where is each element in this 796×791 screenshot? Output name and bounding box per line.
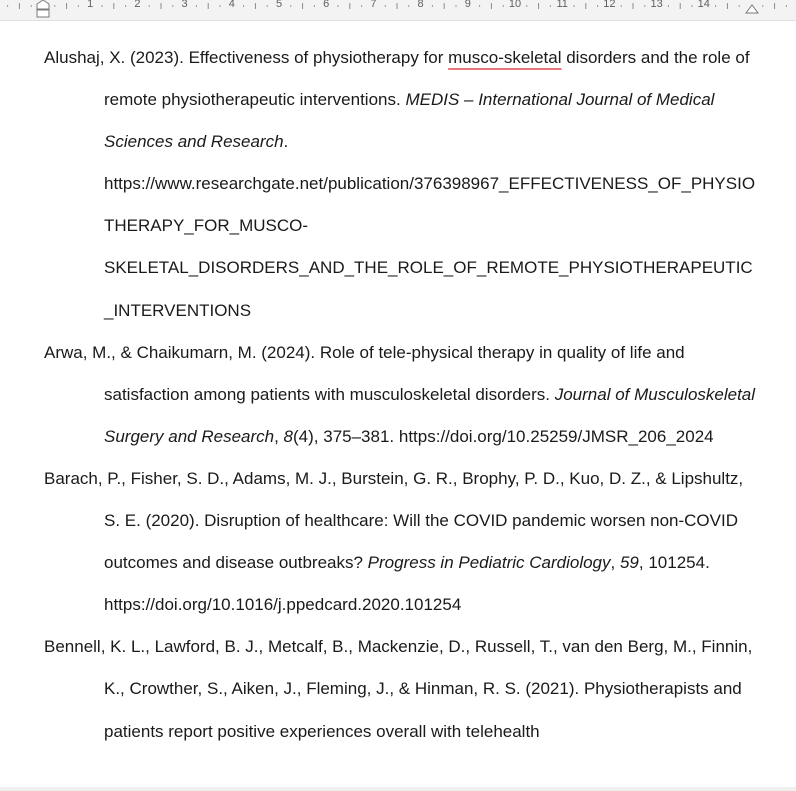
reference-text: Arwa, M., & Chaikumarn, M. (2024). Role of tele-physical therapy in quality of life and satisfaction among patients with musculoskeletal disorders.: [44, 342, 685, 404]
reference-text: (4), 375–381.: [293, 426, 399, 446]
reference-doi[interactable]: https://doi.org/10.1016/j.ppedcard.2020.101254: [104, 595, 462, 615]
ruler-number: 14: [697, 0, 710, 10]
reference-entry[interactable]: [44, 332, 756, 458]
ruler-number: 6: [323, 0, 330, 10]
document-page[interactable]: [0, 21, 796, 787]
journal-title: Progress in Pediatric Cardiology: [367, 553, 611, 573]
reference-text: , 101254.: [638, 553, 710, 573]
reference-entry[interactable]: [44, 37, 756, 332]
ruler-number: 4: [228, 0, 235, 10]
ruler-number: 11: [556, 0, 568, 10]
indent-marker-icon[interactable]: [37, 0, 49, 17]
ruler-number: 13: [650, 0, 663, 10]
volume-number: 8: [283, 426, 294, 446]
reference-text: ,: [274, 426, 284, 446]
ruler-number: 2: [134, 0, 141, 10]
ruler-number: 3: [181, 0, 188, 10]
ruler-number: 1: [87, 0, 94, 10]
ruler-number: 10: [508, 0, 522, 10]
reference-doi[interactable]: https://doi.org/10.25259/JMSR_206_2024: [398, 426, 714, 446]
page-bottom-edge: [0, 787, 796, 791]
reference-url[interactable]: https://www.researchgate.net/publication/376398967_EFFECTIVENESS_OF_PHYSIOTHERAPY_FOR_MUSCO-SKELETAL_DISORDERS_AND_THE_ROLE_OF_REMOTE_PHYSIOTHERAPEUTIC_INTERVENTIONS: [104, 174, 756, 320]
reference-list: [44, 37, 756, 753]
reference-text: ,: [610, 553, 620, 573]
ruler-number: 5: [275, 0, 283, 10]
reference-text: Barach, P., Fisher, S. D., Adams, M. J., Burstein, G. R., Brophy, P. D., Kuo, D. Z., & Lipshultz, S. E. (2020). Disruption of healthcare: Will the COVID pandemic worsen non-COVID outcomes and disease outbreaks?: [44, 468, 744, 573]
ruler-number: 8: [417, 0, 424, 10]
ruler-number: 9: [464, 0, 471, 10]
reference-entry[interactable]: [44, 458, 756, 626]
horizontal-ruler[interactable]: [0, 0, 796, 21]
journal-title: Journal of Musculoskeletal Surgery and Research: [104, 384, 756, 446]
reference-text: .: [283, 132, 289, 152]
ruler-number: 7: [370, 0, 377, 10]
ruler-number: 12: [603, 0, 616, 10]
volume-number: 59: [619, 553, 639, 573]
reference-text: Alushaj, X. (2023). Effectiveness of physiotherapy for: [44, 48, 449, 67]
journal-title: MEDIS – International Journal of Medical Sciences and Research: [104, 90, 715, 152]
spelling-flagged-word[interactable]: musco-skeletal: [448, 48, 562, 67]
ruler-ticks: [0, 0, 796, 20]
right-indent-marker-icon[interactable]: [746, 5, 758, 13]
reference-entry[interactable]: [44, 626, 756, 752]
reference-text: disorders and the role of remote physiotherapeutic interventions.: [104, 48, 750, 110]
reference-text: Bennell, K. L., Lawford, B. J., Metcalf, B., Mackenzie, D., Russell, T., van den Berg, M., Finnin, K., Crowther, S., Aiken, J., Fleming, J., & Hinman, R. S. (2021). Physiotherapists and patients report positive experiences overall with telehealth: [44, 637, 753, 741]
